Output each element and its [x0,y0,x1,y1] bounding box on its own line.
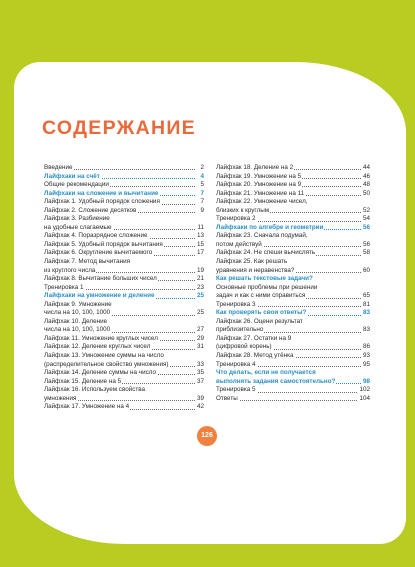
toc-entry-page: 23 [196,283,204,291]
toc-entry-page: 11 [197,223,204,231]
page-title: СОДЕРЖАНИЕ [42,117,196,139]
toc-entry-page: 44 [362,164,370,171]
toc-entry-title: Лайфхак 9. Умножение [44,300,112,308]
toc-entry-title: Тренировка 2 [216,215,256,223]
toc-entry-title: Лайфхаки на счёт [44,172,100,180]
toc-entry-title: Лайфхак 21. Умножение на 11 [216,189,305,197]
toc-entry-page: 81 [362,300,370,308]
toc-entry [44,326,204,335]
toc-right-column [216,164,370,403]
toc-entry-title: потом действуй [216,240,262,248]
toc-entry-page: 15 [196,240,204,248]
toc-entry-title: Лайфхак 28. Метод утёнка [216,352,294,360]
toc-entry [44,361,204,370]
toc-entry-page: 98 [362,377,370,385]
toc-entry-page: 54 [362,215,370,223]
toc-entry [216,207,370,216]
toc-entry [216,232,370,241]
toc-section-heading [44,292,204,301]
toc-entry-page: 21 [196,275,204,283]
toc-entry [44,258,204,267]
toc-entry-title: Тренировка 3 [216,300,256,308]
toc-entry-page: 13 [196,232,204,240]
toc-entry-title: близких к круглым [216,206,270,214]
toc-entry-title: Ответы [216,394,238,402]
toc-entry [216,258,370,267]
toc-entry-page: 46 [362,172,370,180]
toc-entry-page: 42 [196,403,204,411]
toc-entry-title: Лайфхак 12. Деление круглых чисел [44,343,151,351]
toc-entry [44,386,204,395]
toc-entry-title: Лайфхак 23. Сначала подумай, [216,232,308,240]
toc-entry-page: 83 [362,309,370,317]
toc-entry-title: выполнять задания самостоятельно? [216,377,336,385]
toc-entry-title: Лайфхак 24. Не спеши вычислять [216,249,316,257]
toc-entry-page: 56 [362,223,370,231]
toc-entry [216,164,370,173]
toc-entry [44,215,204,224]
toc-entry-title: Лайфхаки на умножение и деление [44,292,155,300]
toc-entry-page: 29 [196,334,204,342]
toc-entry-page: 56 [362,240,370,248]
toc-entry [44,207,204,216]
toc-entry-page: 31 [196,343,204,351]
toc-entry [44,249,204,258]
toc-entry-title: из круглого числа [44,266,96,274]
toc-entry-title: Лайфхаки по алгебре и геометрии [216,223,324,231]
toc-entry-page: 7 [200,198,204,206]
toc-entry-title: приблизительно [216,326,264,334]
toc-entry-title: Лайфхак 26. Оцени результат [216,317,303,325]
toc-entry-title: (распределительное свойство умножения) [44,360,169,368]
toc-entry-title: Тренировка 1 [44,283,84,291]
toc-entry-page: 60 [362,266,370,274]
toc-entry-page: 25 [196,309,204,317]
toc-entry-page: 39 [196,394,204,402]
toc-section-heading [44,173,204,182]
toc-entry-page: 19 [196,266,204,274]
toc-entry-title: Что делать, если не получается [216,369,316,377]
toc-entry-title: Лайфхак 22. Умножение чисел, [216,198,308,206]
toc-entry-title: Лайфхак 25. Как решать [216,258,288,266]
toc-entry-title: на удобные слагаемые [44,223,112,231]
toc-entry-page: 104 [359,394,370,402]
toc-left-column [44,164,204,412]
toc-entry-page: 93 [362,352,370,360]
toc-entry [216,352,370,361]
toc-entry [44,403,204,412]
toc-entry-title: Лайфхак 27. Остатки на 9 [216,334,292,342]
toc-entry-page: 86 [362,343,370,351]
toc-entry [216,198,370,207]
toc-entry-title: Лайфхак 6. Округление вычитаемого [44,249,153,257]
toc-entry [44,267,204,276]
toc-section-heading [216,378,370,387]
toc-entry-title: Лайфхак 2. Сложение десятков [44,206,137,214]
toc-entry-title: Лайфхак 18. Деление на 2 [216,164,294,171]
toc-entry [216,395,370,404]
toc-entry-title: Тренировка 4 [216,360,256,368]
toc-entry [44,301,204,310]
toc-entry-title: (цифровой корень) [216,343,272,351]
toc-entry-title: Лайфхак 11. Умножение круглых чисел [44,334,158,342]
toc-entry [216,361,370,370]
toc-entry-title: Лайфхак 19. Умножение на 5 [216,172,302,180]
toc-entry [216,173,370,182]
toc-entry-page: 37 [196,377,204,385]
toc-entry [216,301,370,310]
toc-entry-title: числа на 10, 100, 1000 [44,309,111,317]
toc-entry-page: 35 [196,369,204,377]
page-number-badge: 126 [197,426,217,446]
toc-entry-title: умножения [44,394,77,402]
toc-entry-title: Лайфхак 13. Умножение суммы на число [44,352,164,360]
toc-entry-title: Лайфхак 14. Деление суммы на число [44,369,156,377]
toc-entry-page: 7 [200,189,204,197]
toc-section-heading [216,309,370,318]
toc-entry [44,352,204,361]
toc-entry-title: Лайфхак 1. Удобный порядок сложения [44,198,160,206]
toc-entry-page: 4 [200,172,204,180]
toc-entry-page: 9 [200,206,204,214]
toc-entry [44,181,204,190]
toc-entry [44,378,204,387]
toc-entry-title: Лайфхак 17. Умножение на 4 [44,403,130,411]
toc-entry [44,198,204,207]
toc-entry-title: числа на 10, 100, 1000 [44,326,111,334]
toc-entry-title: Как решать текстовые задачи? [216,275,313,283]
toc-entry-title: Лайфхак 5. Удобный порядок вычитания [44,240,163,248]
toc-entry [44,343,204,352]
toc-entry [216,267,370,276]
toc-entry-page: 17 [196,249,204,257]
toc-entry [216,292,370,301]
toc-entry-page: 2 [200,164,204,171]
toc-entry-title: Тренировка 5 [216,386,256,394]
toc-entry-page: 65 [362,292,370,300]
toc-entry [44,164,204,173]
toc-entry-title: Лайфхак 16. Используем свойства [44,386,146,394]
toc-entry-title: Лайфхаки на сложение и вычитание [44,189,159,197]
toc-entry [216,386,370,395]
toc-entry-title: Общие рекомендации [44,181,109,189]
toc-entry [216,284,370,293]
toc-entry-page: 27 [196,326,204,334]
toc-entry-title: задач и как с ними справиться [216,292,306,300]
toc-entry-title: Лайфхак 20. Умножение на 9 [216,181,302,189]
toc-entry-title: Лайфхак 10. Деление [44,317,108,325]
toc-entry-title: Введение [44,164,73,171]
toc-entry-title: Основные проблемы при решении [216,283,318,291]
toc-entry-title: Лайфхак 8. Вычитание больших чисел [44,275,157,283]
toc-entry [44,284,204,293]
toc-entry [44,275,204,284]
toc-entry-page: 58 [362,249,370,257]
toc-entry-page: 48 [362,181,370,189]
toc-entry-page: 52 [362,206,370,214]
toc-entry-page: 102 [359,386,370,394]
toc-entry-title: Лайфхак 4. Поразрядное сложение [44,232,148,240]
toc-entry [216,326,370,335]
toc-entry [216,343,370,352]
toc-section-heading [216,275,370,284]
toc-entry-page: 33 [196,360,204,368]
toc-entry-title: Как проверять свои ответы? [216,309,307,317]
toc-entry [216,190,370,199]
toc-entry-title: уравнения и неравенства? [216,266,295,274]
toc-entry-page: 95 [362,360,370,368]
toc-entry-page: 5 [200,181,204,189]
toc-section-heading [44,190,204,199]
toc-entry-page: 50 [362,189,370,197]
toc-entry-page: 25 [196,292,204,300]
toc-entry [44,309,204,318]
toc-section-heading [216,369,370,378]
toc-entry-title: Лайфхак 15. Деление на 5 [44,377,122,385]
toc-entry [216,181,370,190]
toc-entry [44,232,204,241]
toc-entry [216,215,370,224]
toc-entry-title: Лайфхак 3. Разбиение [44,215,110,223]
toc-entry-page: 83 [362,326,370,334]
toc-entry-title: Лайфхак 7. Метод вычитания [44,258,131,266]
toc-entry [216,249,370,258]
toc-entry [44,369,204,378]
